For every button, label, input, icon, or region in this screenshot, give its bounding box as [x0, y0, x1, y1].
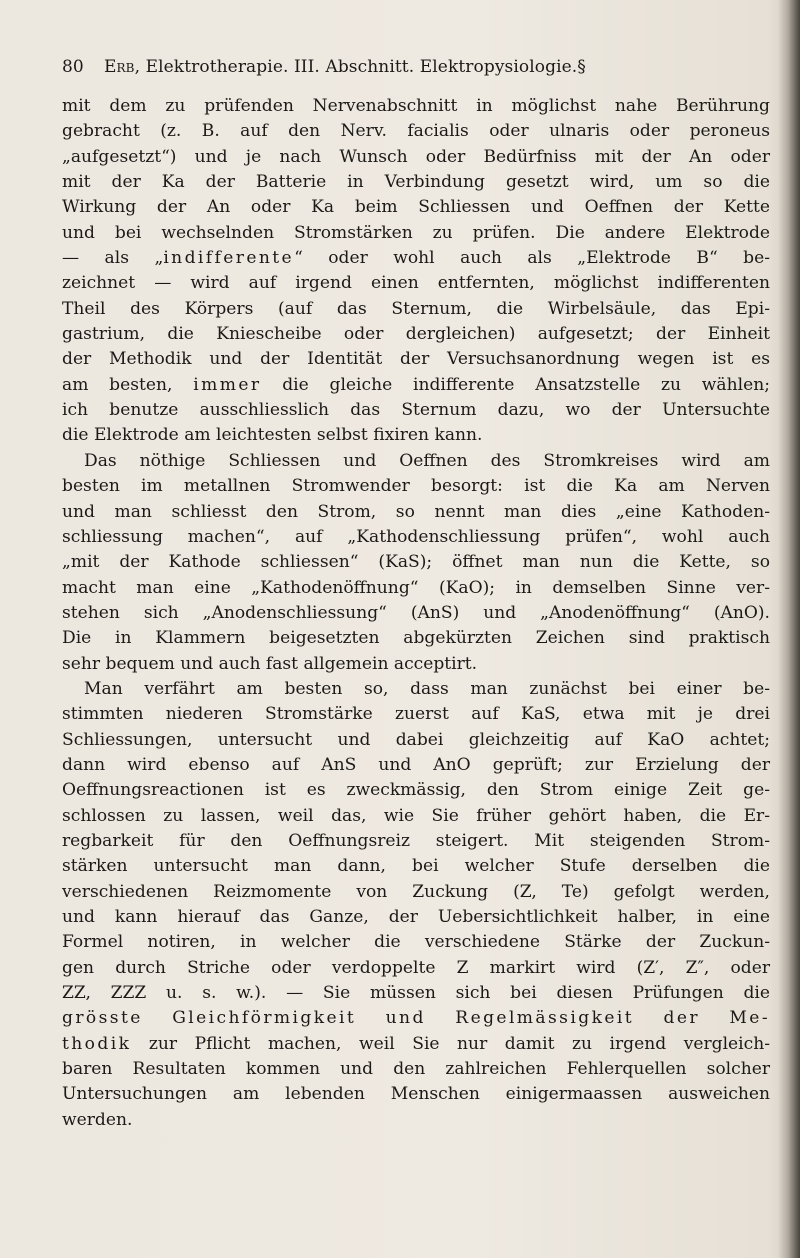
text-segment: gastrium, die Kniescheibe oder dergleichen) aufgesetzt; der Einheit: [62, 324, 770, 345]
text-segment: zeichnet — wird auf irgend einen entfernten, möglichst indifferenten: [62, 273, 770, 294]
text-line: [62, 829, 770, 854]
author-name: Erb,: [104, 57, 141, 77]
text-segment: und kann hierauf das Ganze, der Uebersichtlichkeit halber, in eine: [62, 907, 770, 927]
text-segment: und man schliesst den Strom, so nennt man dies „eine Kathoden-: [62, 501, 770, 522]
text-segment: besten im metallnen Stromwender besorgt: ist die Ka am Nerven: [62, 476, 770, 497]
running-header: [62, 57, 772, 85]
emphasized-text: thodik: [62, 1033, 132, 1054]
text-line: [62, 474, 770, 499]
text-line: [62, 576, 770, 601]
text-line: [62, 1108, 770, 1133]
text-segment: der Methodik und der Identität der Versuchsanordnung wegen ist es: [62, 349, 770, 370]
text-line: [62, 297, 770, 322]
text-segment: „mit der Kathode schliessen“ (KaS); öffnet man nun die Kette, so: [62, 552, 770, 573]
text-segment: verschiedenen Reizmomente von Zuckung (Z, Te) gefolgt werden,: [62, 881, 770, 902]
text-line: [62, 145, 770, 170]
text-segment: sehr bequem und auch fast allgemein acceptirt.: [62, 653, 478, 674]
text-segment: macht man eine „Kathodenöffnung“ (KaO); in demselben Sinne ver-: [62, 577, 770, 598]
text-line: [62, 347, 770, 372]
text-segment: dann wird ebenso auf AnS und AnO geprüft; zur Erzielung der: [62, 754, 770, 775]
text-segment: baren Resultaten kommen und den zahlreichen Fehlerquellen solcher: [62, 1059, 770, 1080]
text-segment: “ oder wohl auch als „Elektrode B“ be-: [294, 248, 770, 269]
text-line: [62, 804, 770, 829]
text-segment: stehen sich „Anodenschliessung“ (AnS) und „Anodenöffnung“ (AnO).: [62, 602, 770, 623]
text-line: [62, 550, 770, 575]
chapter-title: Elektrotherapie. III. Abschnitt. Elektropysiologie.§: [145, 57, 586, 77]
text-segment: und bei wechselnden Stromstärken zu prüfen. Die andere Elektrode: [62, 222, 770, 243]
text-segment: am besten,: [62, 374, 194, 395]
text-line: [62, 500, 770, 525]
text-segment: die Elektrode am leichtesten selbst fixiren kann.: [62, 425, 483, 446]
text-line: [62, 195, 770, 220]
text-segment: Untersuchungen am lebenden Menschen einigermaassen ausweichen: [62, 1084, 770, 1105]
text-line: [62, 981, 770, 1006]
text-segment: stimmten niederen Stromstärke zuerst auf KaS, etwa mit je drei: [62, 704, 770, 725]
page-edge-shadow: [778, 0, 800, 1258]
emphasized-text: immer: [193, 374, 262, 395]
text-line: [62, 449, 770, 474]
text-segment: Man verfährt am besten so, dass man zunächst bei einer be-: [84, 678, 770, 699]
text-line: [62, 271, 770, 296]
text-segment: ich benutze ausschliesslich das Sternum dazu, wo der Untersuchte: [62, 400, 770, 421]
text-line: [62, 728, 770, 753]
text-line: [62, 398, 770, 423]
text-segment: stärken untersucht man dann, bei welcher Stufe derselben die: [62, 856, 770, 877]
text-line: [62, 956, 770, 981]
text-line: [62, 702, 770, 727]
text-segment: ZZ, ZZZ u. s. w.). — Sie müssen sich bei diesen Prüfungen die: [62, 983, 770, 1004]
page-number: 80: [62, 57, 84, 77]
text-segment: — als „: [62, 248, 164, 269]
text-line: [62, 1057, 770, 1082]
text-line: [62, 601, 770, 626]
text-segment: schlossen zu lassen, weil das, wie Sie früher gehört haben, die Er-: [62, 805, 770, 826]
text-line: [62, 778, 770, 803]
text-line: [62, 652, 770, 677]
text-line: [62, 1082, 770, 1107]
text-segment: zur Pflicht machen, weil Sie nur damit zu irgend vergleich-: [131, 1033, 770, 1054]
text-segment: mit der Ka der Batterie in Verbindung gesetzt wird, um so die: [62, 172, 770, 193]
text-segment: regbarkeit für den Oeffnungsreiz steigert. Mit steigenden Strom-: [62, 830, 770, 851]
emphasized-text: grösste Gleichförmigkeit und Regelmässigkeit der Me-: [62, 1008, 770, 1029]
text-line: [62, 525, 770, 550]
text-segment: Theil des Körpers (auf das Sternum, die Wirbelsäule, das Epi-: [62, 298, 770, 319]
text-line: [62, 753, 770, 778]
text-segment: Die in Klammern beigesetzten abgekürzten Zeichen sind praktisch: [62, 628, 770, 649]
body-text: [62, 94, 770, 1133]
text-segment: mit dem zu prüfenden Nervenabschnitt in möglichst nahe Berührung: [62, 96, 770, 116]
text-line: [62, 1032, 770, 1057]
text-line: [62, 1006, 770, 1031]
text-line: [62, 322, 770, 347]
text-segment: schliessung machen“, auf „Kathodenschliessung prüfen“, wohl auch: [62, 526, 770, 547]
text-segment: Wirkung der An oder Ka beim Schliessen und Oeffnen der Kette: [62, 197, 770, 218]
running-head-title: [104, 57, 586, 77]
text-segment: Das nöthige Schliessen und Oeffnen des Stromkreises wird am: [84, 450, 770, 471]
text-line: [62, 905, 770, 930]
text-segment: „aufgesetzt“) und je nach Wunsch oder Bedürfniss mit der An oder: [62, 146, 770, 167]
text-line: [62, 626, 770, 651]
text-segment: Formel notiren, in welcher die verschiedene Stärke der Zuckun-: [62, 932, 770, 953]
text-segment: Oeffnungsreactionen ist es zweckmässig, den Strom einige Zeit ge-: [62, 780, 770, 801]
text-line: [62, 170, 770, 195]
text-line: [62, 373, 770, 398]
text-line: [62, 94, 770, 119]
text-line: [62, 246, 770, 271]
emphasized-text: indifferente: [163, 248, 295, 269]
text-line: [62, 221, 770, 246]
text-line: [62, 119, 770, 144]
text-segment: Schliessungen, untersucht und dabei gleichzeitig auf KaO achtet;: [62, 729, 770, 750]
text-line: [62, 930, 770, 955]
text-line: [62, 423, 770, 448]
text-line: [62, 880, 770, 905]
text-segment: gebracht (z. B. auf den Nerv. facialis oder ulnaris oder peroneus: [62, 121, 770, 142]
text-segment: die gleiche indifferente Ansatzstelle zu wählen;: [261, 374, 770, 395]
text-segment: werden.: [62, 1109, 133, 1130]
text-line: [62, 854, 770, 879]
text-line: [62, 677, 770, 702]
text-segment: gen durch Striche oder verdoppelte Z markirt wird (Z′, Z″, oder: [62, 957, 770, 978]
